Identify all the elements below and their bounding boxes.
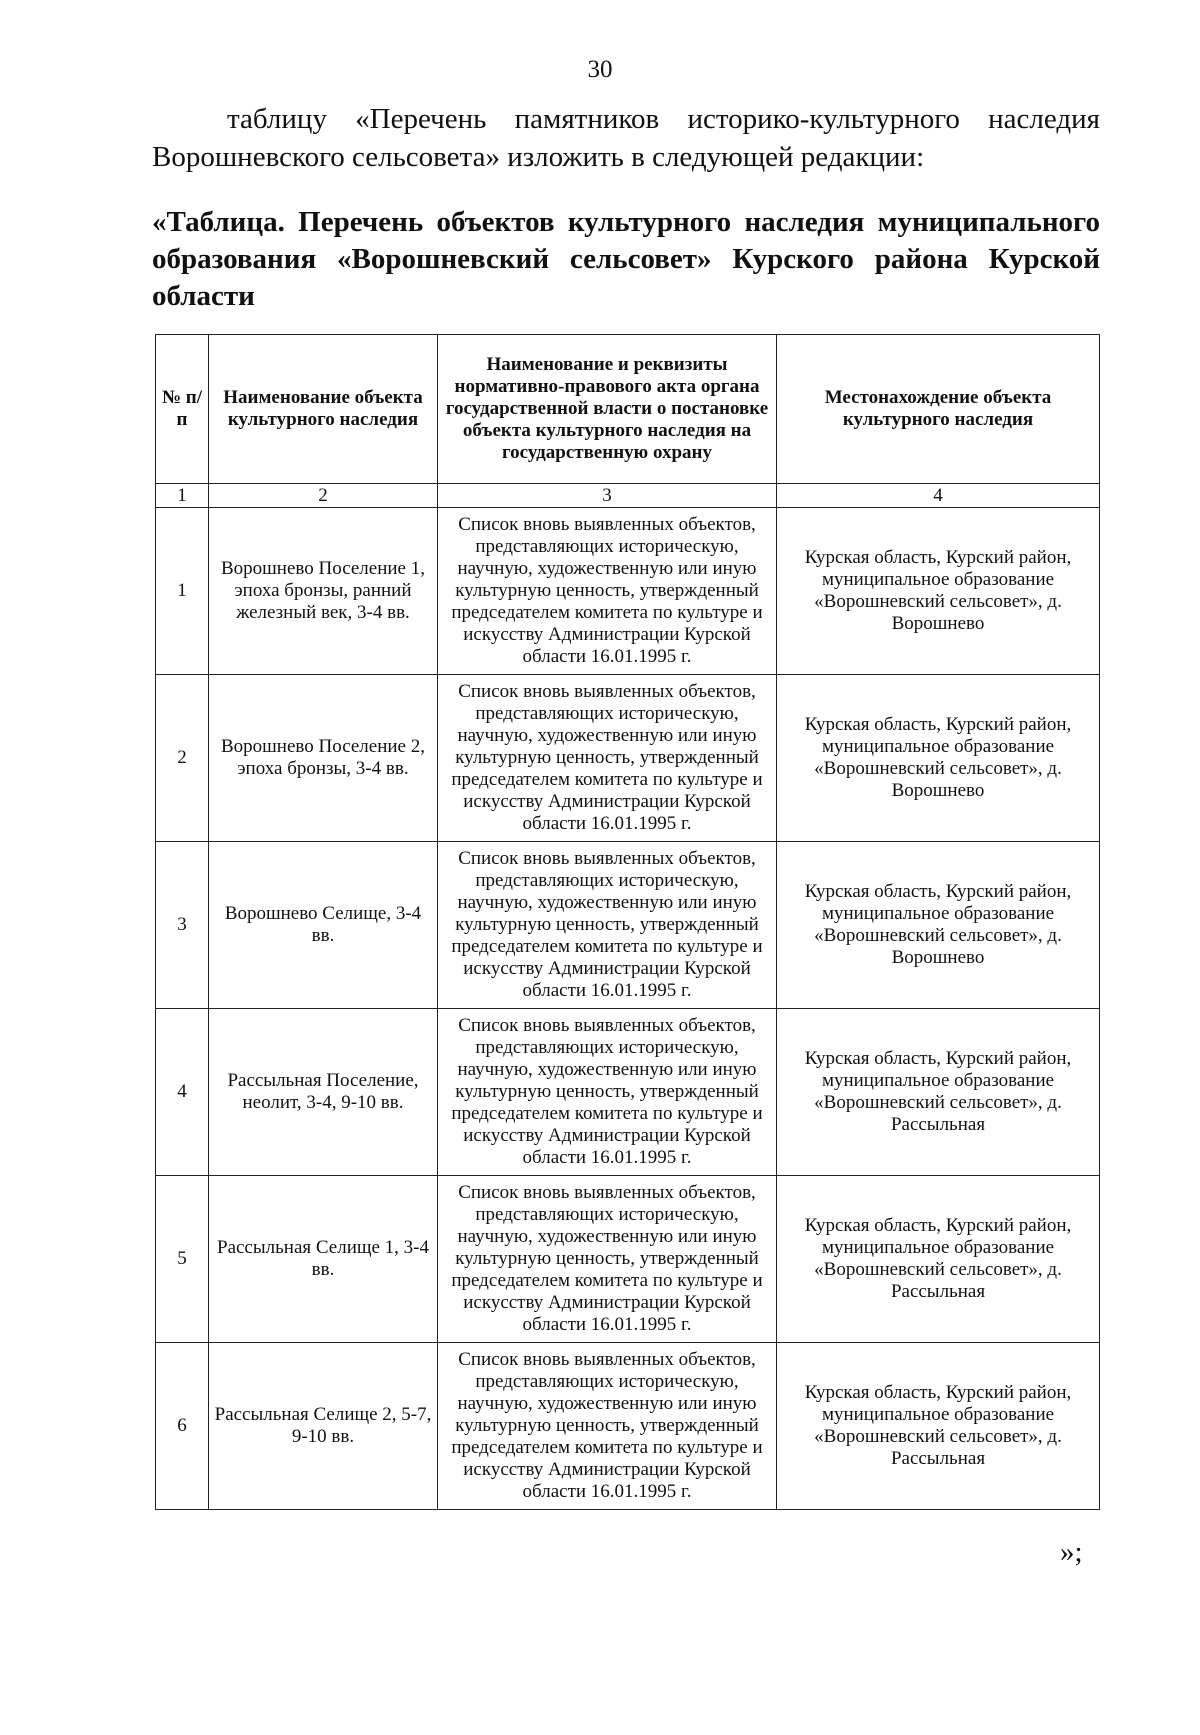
table-heading: «Таблица. Перечень объектов культурного наследия муниципального образования «Ворошневский сельсовет» Курского района Курской области — [152, 206, 1100, 312]
row-name: Рассыльная Селище 1, 3-4 вв. — [209, 1176, 438, 1343]
column-number: 4 — [777, 484, 1100, 508]
row-num: 5 — [156, 1176, 209, 1343]
row-location: Курская область, Курский район, муниципальное образование «Ворошневский сельсовет», д. Ворошнево — [777, 508, 1100, 675]
row-act: Список вновь выявленных объектов, представляющих историческую, научную, художественную или иную культурную ценность, утвержденный председателем комитета по культуре и искусству Администрации Курской области 16.01.1995 г. — [438, 1009, 777, 1176]
row-num: 3 — [156, 842, 209, 1009]
column-number: 3 — [438, 484, 777, 508]
table-header-row — [156, 335, 1100, 484]
row-name: Рассыльная Селище 2, 5-7, 9-10 вв. — [209, 1343, 438, 1510]
row-act: Список вновь выявленных объектов, представляющих историческую, научную, художественную или иную культурную ценность, утвержденный председателем комитета по культуре и искусству Администрации Курской области 16.01.1995 г. — [438, 1343, 777, 1510]
row-act: Список вновь выявленных объектов, представляющих историческую, научную, художественную или иную культурную ценность, утвержденный председателем комитета по культуре и искусству Администрации Курской области 16.01.1995 г. — [438, 842, 777, 1009]
row-num: 1 — [156, 508, 209, 675]
table-row — [156, 1009, 1100, 1176]
row-location: Курская область, Курский район, муниципальное образование «Ворошневский сельсовет», д. Рассыльная — [777, 1343, 1100, 1510]
row-act: Список вновь выявленных объектов, представляющих историческую, научную, художественную или иную культурную ценность, утвержденный председателем комитета по культуре и искусству Администрации Курской области 16.01.1995 г. — [438, 1176, 777, 1343]
table-row — [156, 842, 1100, 1009]
header-location: Местонахождение объекта культурного наследия — [777, 335, 1100, 484]
row-num: 4 — [156, 1009, 209, 1176]
row-name: Рассыльная Поселение, неолит, 3-4, 9-10 вв. — [209, 1009, 438, 1176]
column-number-row — [156, 484, 1100, 508]
table-row — [156, 1343, 1100, 1510]
heritage-objects-table — [155, 334, 1100, 1510]
header-name: Наименование объекта культурного наследия — [209, 335, 438, 484]
closing-quote: »; — [1060, 1536, 1083, 1568]
intro-paragraph — [152, 100, 1100, 176]
row-name: Ворошнево Селище, 3-4 вв. — [209, 842, 438, 1009]
page-number: 30 — [587, 56, 613, 83]
table-row — [156, 508, 1100, 675]
header-num: № п/п — [156, 335, 209, 484]
row-act: Список вновь выявленных объектов, представляющих историческую, научную, художественную или иную культурную ценность, утвержденный председателем комитета по культуре и искусству Администрации Курской области 16.01.1995 г. — [438, 675, 777, 842]
header-act: Наименование и реквизиты нормативно-правового акта органа государственной власти о постановке объекта культурного наследия на государственную охрану — [438, 335, 777, 484]
table-row — [156, 675, 1100, 842]
row-name: Ворошнево Поселение 2, эпоха бронзы, 3-4 вв. — [209, 675, 438, 842]
row-num: 6 — [156, 1343, 209, 1510]
intro-text: таблицу «Перечень памятников историко-культурного наследия Ворошневского сельсовета» изложить в следующей редакции: — [152, 103, 1100, 173]
row-location: Курская область, Курский район, муниципальное образование «Ворошневский сельсовет», д. Ворошнево — [777, 675, 1100, 842]
row-location: Курская область, Курский район, муниципальное образование «Ворошневский сельсовет», д. Ворошнево — [777, 842, 1100, 1009]
column-number: 1 — [156, 484, 209, 508]
row-location: Курская область, Курский район, муниципальное образование «Ворошневский сельсовет», д. Рассыльная — [777, 1176, 1100, 1343]
column-number: 2 — [209, 484, 438, 508]
row-name: Ворошнево Поселение 1, эпоха бронзы, ранний железный век, 3-4 вв. — [209, 508, 438, 675]
row-act: Список вновь выявленных объектов, представляющих историческую, научную, художественную или иную культурную ценность, утвержденный председателем комитета по культуре и искусству Администрации Курской области 16.01.1995 г. — [438, 508, 777, 675]
row-location: Курская область, Курский район, муниципальное образование «Ворошневский сельсовет», д. Рассыльная — [777, 1009, 1100, 1176]
table-row — [156, 1176, 1100, 1343]
row-num: 2 — [156, 675, 209, 842]
